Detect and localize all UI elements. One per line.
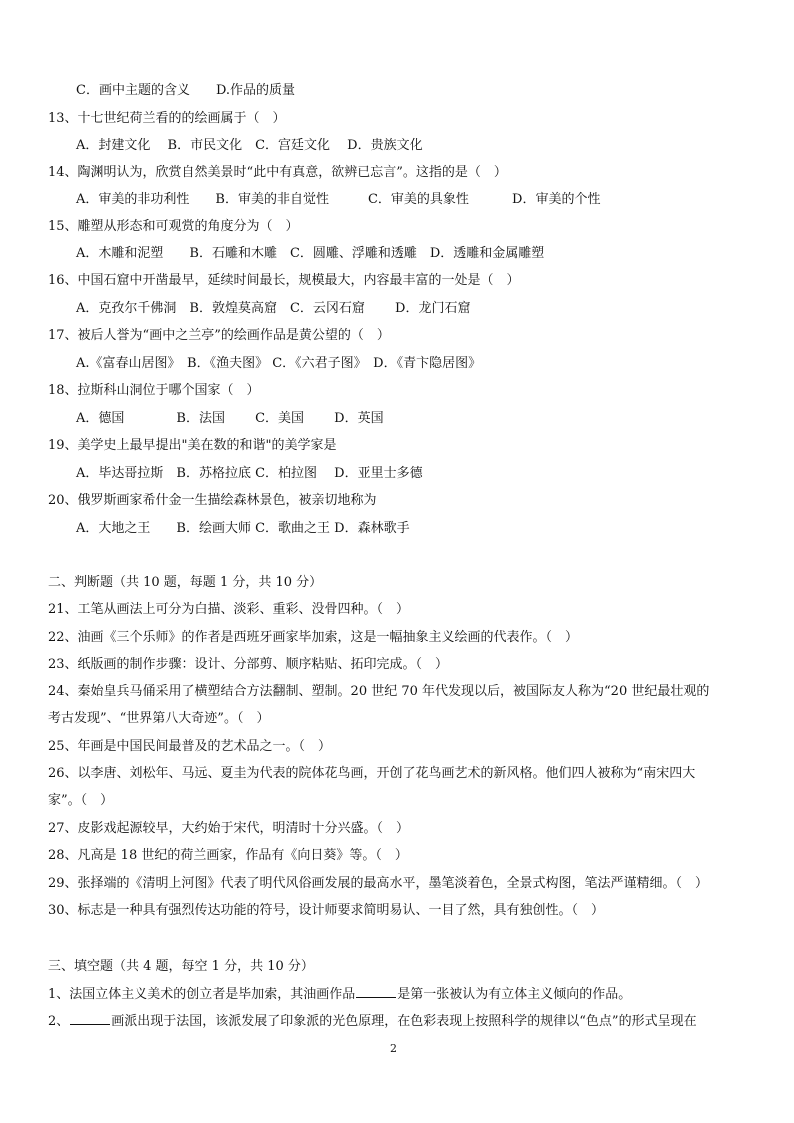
q16-options: A．克孜尔千佛洞 B．敦煌莫高窟 C．云冈石窟 D．龙门石窟 [76,301,471,316]
q19-options: A．毕达哥拉斯 B．苏格拉底 C．柏拉图 D．亚里士多德 [76,466,423,481]
q15-stem: 15、雕塑从形态和可观赏的角度分为（ ） [48,219,299,234]
tf-q24-line1: 24、秦始皇兵马俑采用了横塑结合方法翻制、塑制。20 世纪 70 年代发现以后，被国际友人称为“20 世纪最壮观的 [48,684,710,699]
tf-q28: 28、凡高是 18 世纪的荷兰画家，作品有《向日葵》等。（ ） [48,848,408,863]
tf-q23: 23、纸版画的制作步骤：设计、分部剪、顺序粘贴、拓印完成。（ ） [48,657,449,672]
tf-q25: 25、年画是中国民间最普及的艺术品之一。（ ） [48,739,332,754]
fill-q2-text-before: 2、 [48,1014,70,1029]
section-2-title: 二、判断题（共 10 题，每题 1 分，共 10 分） [48,575,323,590]
tf-q27: 27、皮影戏起源较早，大约始于宋代，明清时十分兴盛。（ ） [48,821,410,836]
tf-q26-line1: 26、以李唐、刘松年、马远、夏圭为代表的院体花鸟画，开创了花鸟画艺术的新风格。他们四人被称为“南宋四大 [48,766,696,781]
tf-q30: 30、标志是一种具有强烈传达功能的符号，设计师要求简明易认、一目了然，具有独创性。（ ） [48,903,605,918]
fill-blank[interactable] [356,985,396,998]
page-number: 2 [390,1042,397,1055]
q14-options: A．审美的非功利性 B．审美的非自觉性 C．审美的具象性 D．审美的个性 [76,192,601,207]
fill-q2 [48,1012,758,1031]
fill-q2-text-after: 画派出现于法国，该派发展了印象派的光色原理，在色彩表现上按照科学的规律以“色点”的形式呈现在 [111,1014,697,1029]
q18-stem: 18、拉斯科山洞位于哪个国家（ ） [48,383,260,398]
q12-options: C．画中主题的含义 D.作品的质量 [76,83,296,98]
section-3-title: 三、填空题（共 4 题，每空 1 分，共 10 分） [48,959,314,974]
q16-stem: 16、中国石窟中开凿最早，延续时间最长，规模最大，内容最丰富的一处是（ ） [48,273,520,288]
tf-q22: 22、油画《三个乐师》的作者是西班牙画家毕加索，这是一幅抽象主义绘画的代表作。（ ） [48,630,579,645]
q19-stem: 19、美学史上最早提出"美在数的和谐"的美学家是 [48,438,337,453]
q14-stem: 14、陶渊明认为，欣赏自然美景时“此中有真意，欲辨已忘言”。这指的是（ ） [48,165,507,180]
q13-stem: 13、十七世纪荷兰看的的绘画属于（ ） [48,111,286,126]
fill-q1-text-after: 是第一张被认为有立体主义倾向的作品。 [397,987,632,1002]
tf-q21: 21、工笔从画法上可分为白描、淡彩、重彩、没骨四种。（ ） [48,602,410,617]
tf-q24-line2: 考古发现”、“世界第八大奇迹”。（ ） [48,711,270,726]
q20-options: A．大地之王 B．绘画大师 C．歌曲之王 D．森林歌手 [76,521,410,536]
q17-stem: 17、被后人誉为“画中之兰亭”的绘画作品是黄公望的（ ） [48,328,390,343]
tf-q26-line2: 家”。（ ） [48,793,114,808]
fill-blank[interactable] [70,1012,110,1025]
fill-q1-text-before: 1、法国立体主义美术的创立者是毕加索，其油画作品 [48,987,356,1002]
q20-stem: 20、俄罗斯画家希什金一生描绘森林景色，被亲切地称为 [48,493,377,508]
q13-options: A．封建文化 B．市民文化 C．宫廷文化 D．贵族文化 [76,138,423,153]
tf-q29: 29、张择端的《清明上河图》代表了明代风俗画发展的最高水平，墨笔淡着色，全景式构图，笔法严谨精细。（ ） [48,876,709,891]
q15-options: A．木雕和泥塑 B．石雕和木雕 C．圆雕、浮雕和透雕 D．透雕和金属雕塑 [76,246,545,261]
q17-options: A.《富春山居图》 B．《渔夫图》 C．《六君子图》 D．《青卞隐居图》 [76,356,482,371]
q18-options: A．德国 B．法国 C．美国 D．英国 [76,411,384,426]
fill-q1 [48,985,758,1004]
